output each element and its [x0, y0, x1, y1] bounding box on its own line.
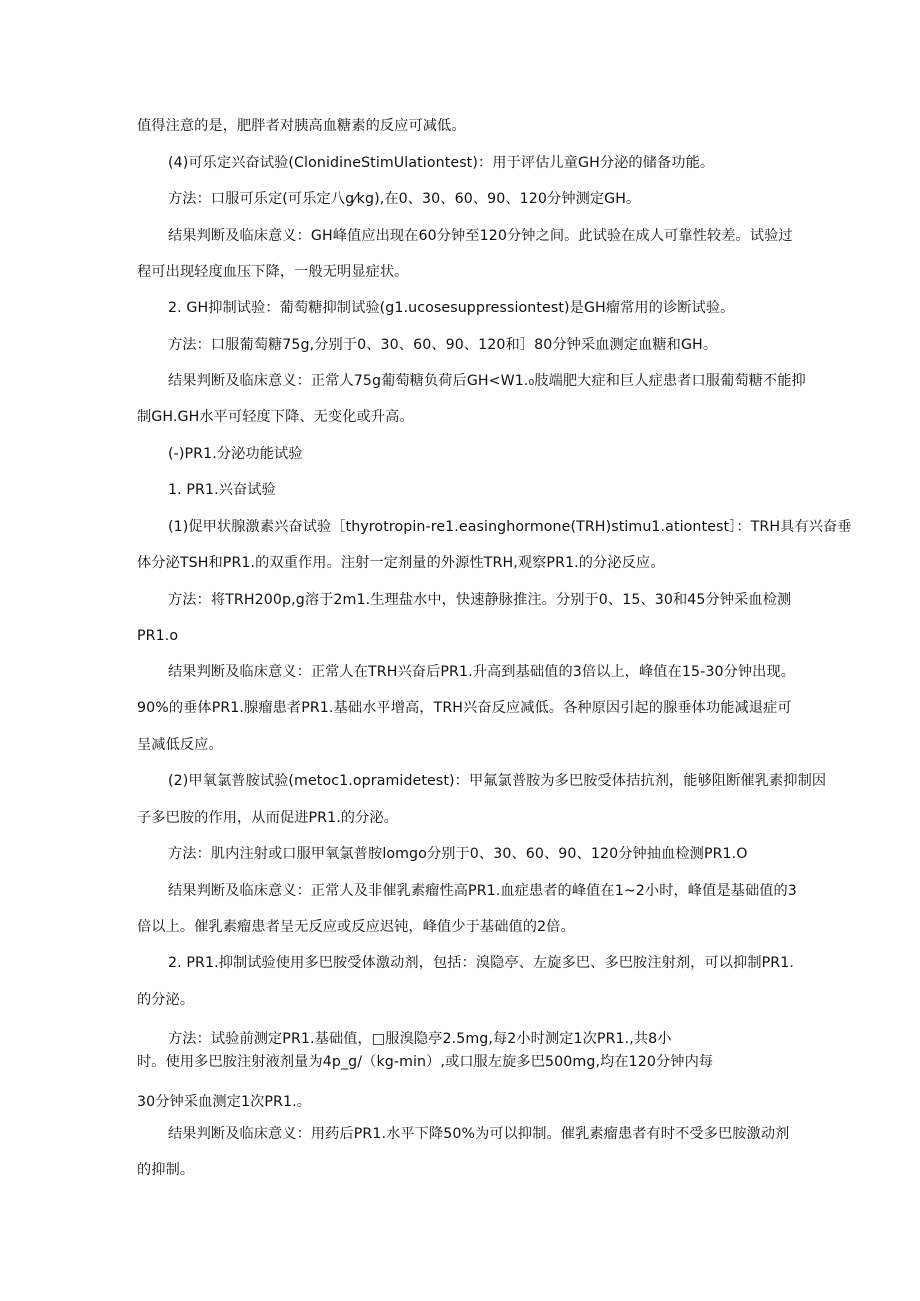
text-line-14: 方法：将TRH200p,g溶于2m1.生理盐水中，快速静脉推注。分别于0、15、30和45分钟采血检测: [168, 592, 792, 608]
text-line-29: 结果判断及临床意义：用药后PR1.水平下降50%为可以抑制。催乳素瘤患者有时不受多巴胺激动剂: [168, 1126, 790, 1142]
text-line-19: (2)甲氧氯普胺试验(metoc1.opramidetest)：甲氟氯普胺为多巴胺受体拮抗剂，能够阻断催乳素抑制因: [168, 773, 827, 789]
text-line-6: 2. GH抑制试验：葡萄糖抑制试验(g1.ucosesuppressiontest)是GH瘤常用的诊断试验。: [168, 300, 735, 316]
text-line-9: 制GH.GH水平可轻度下降、无变化或升高。: [137, 409, 414, 425]
text-line-15: PR1.o: [137, 628, 179, 644]
text-line-28: 30分钟采血测定1次PR1.。: [137, 1094, 312, 1110]
text-line-23: 倍以上。催乳素瘤患者呈无反应或反应迟钝，峰值少于基础值的2倍。: [137, 919, 575, 935]
text-line-4: 结果判断及临床意义：GH峰值应出现在60分钟至120分钟之间。此试验在成人可靠性较差。试验过: [168, 228, 793, 244]
text-line-13: 体分泌TSH和PR1.的双重作用。注射一定剂量的外源性TRH,观察PR1.的分泌反应。: [137, 555, 665, 571]
text-line-20: 子多巴胺的作用，从而促进PR1.的分泌。: [137, 810, 398, 826]
text-line-26: 方法：试验前测定PR1.基础值，□服溴隐亭2.5mg,每2小时测定1次PR1.,共8小: [168, 1031, 672, 1047]
text-line-22: 结果判断及临床意义：正常人及非催乳素瘤性高PR1.血症患者的峰值在1~2小时，峰值是基础值的3: [168, 883, 797, 899]
text-line-7: 方法：口服葡萄糖75g,分别于0、30、60、90、120和］80分钟采血测定血糖和GH。: [168, 337, 718, 353]
text-line-25: 的分泌。: [137, 992, 195, 1008]
section-heading: (-)PR1.分泌功能试验: [168, 446, 303, 462]
text-line-5: 程可出现轻度血压下降，一般无明显症状。: [137, 264, 409, 280]
text-line-3: 方法：口服可乐定(可乐定八g⁄kg),在0、30、60、90、120分钟测定GH。: [168, 191, 641, 207]
text-line-16: 结果判断及临床意义：正常人在TRH兴奋后PR1.升高到基础值的3倍以上，峰值在15-30分钟出现。: [168, 664, 796, 680]
text-line-17: 90%的垂体PR1.腺瘤患者PR1.基础水平增高，TRH兴奋反应减低。各种原因引起的腺垂体功能减退症可: [137, 700, 792, 716]
text-line-1: 值得注意的是，肥胖者对胰高血糖素的反应可减低。: [137, 118, 466, 134]
text-line-24: 2. PR1.抑制试验使用多巴胺受体激动剂，包括：溴隐亭、左旋多巴、多巴胺注射剂，可以抑制PR1.: [168, 955, 794, 971]
text-line-30: 的抑制。: [137, 1162, 195, 1178]
subsection-heading: 1. PR1.兴奋试验: [168, 482, 276, 498]
text-line-8: 结果判断及临床意义：正常人75g葡萄糖负荷后GH<W1.₀肢端肥大症和巨人症患者口服葡萄糖不能抑: [168, 373, 806, 389]
text-line-21: 方法：肌内注射或口服甲氧氯普胺lomgo分别于0、30、60、90、120分钟抽血检测PR1.O: [168, 846, 748, 862]
text-line-27: 时。使用多巴胺注射液剂量为4p_g/（kg-min）,或口服左旋多巴500mg,均在120分钟内每: [137, 1054, 714, 1070]
text-line-12: (1)促甲状腺激素兴奋试验［thyrotropin-re1.easinghormone(TRH)stimu1.ationtest］：TRH具有兴奋垂: [168, 519, 852, 535]
text-line-18: 呈减低反应。: [137, 737, 223, 753]
text-line-2: (4)可乐定兴奋试验(ClonidineStimUlationtest)：用于评估儿童GH分泌的储备功能。: [168, 155, 715, 171]
